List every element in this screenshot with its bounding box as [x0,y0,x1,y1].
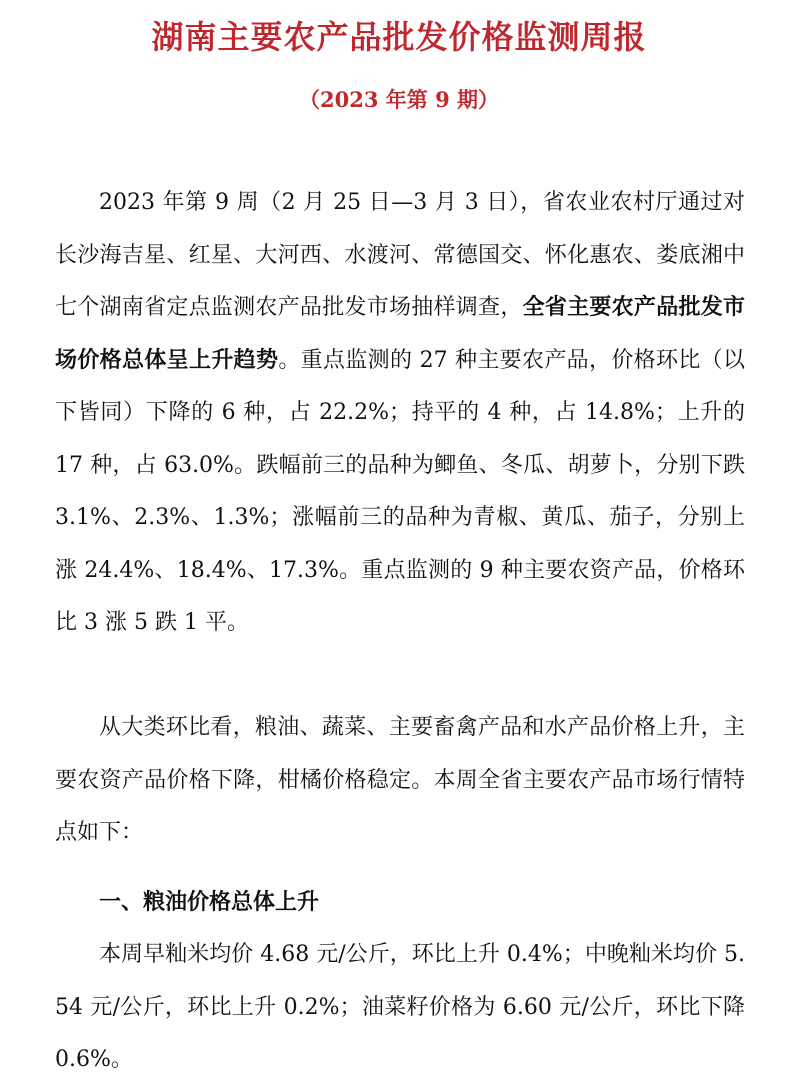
section-heading-grain-oil: 一、粮油价格总体上升 [99,890,320,915]
category-overview-paragraph: 从大类环比看，粮油、蔬菜、主要畜禽产品和水产品价格上升，主要农资产品价格下降，柑橘价格稳定。本周全省主要农产品市场行情特点如下： [55,715,745,845]
grain-oil-paragraph: 本周早籼米均价 4.68 元/公斤，环比上升 0.4%；中晚籼米均价 5.54 元/公斤，环比上升 0.2%；油菜籽价格为 6.60 元/公斤，环比下降 0.6%。 [55,942,745,1072]
summary-detail-text: 。重点监测的 27 种主要农产品，价格环比（以下皆同）下降的 6 种，占 22.2%；持平的 4 种，占 14.8%；上升的 17 种，占 63.0%。跌幅前三的品种为鲫鱼、冬瓜、胡萝卜，分别下跌 3.1%、2.3%、1.3%；涨幅前三的品种为青椒、黄瓜、茄子，分别上涨 24.4%、18.4%、17.3%。重点监测的 9 种主要农资产品，价格环比 3 涨 5 跌 1 平。 [55,347,745,635]
summary-key-finding: 全省主要农产品批发市场价格总体呈上升趋势 [55,295,745,373]
issue-number: （2023 年第 9 期） [299,87,499,112]
report-title: 湖南主要农产品批发价格监测周报 [151,18,647,56]
summary-intro-text: 2023 年第 9 周（2 月 25 日—3 月 3 日），省农业农村厅通过对长沙海吉星、红星、大河西、水渡河、常德国交、怀化惠农、娄底湘中七个湖南省定点监测农产品批发市场抽样调查， [55,190,745,320]
summary-paragraph [55,177,745,650]
